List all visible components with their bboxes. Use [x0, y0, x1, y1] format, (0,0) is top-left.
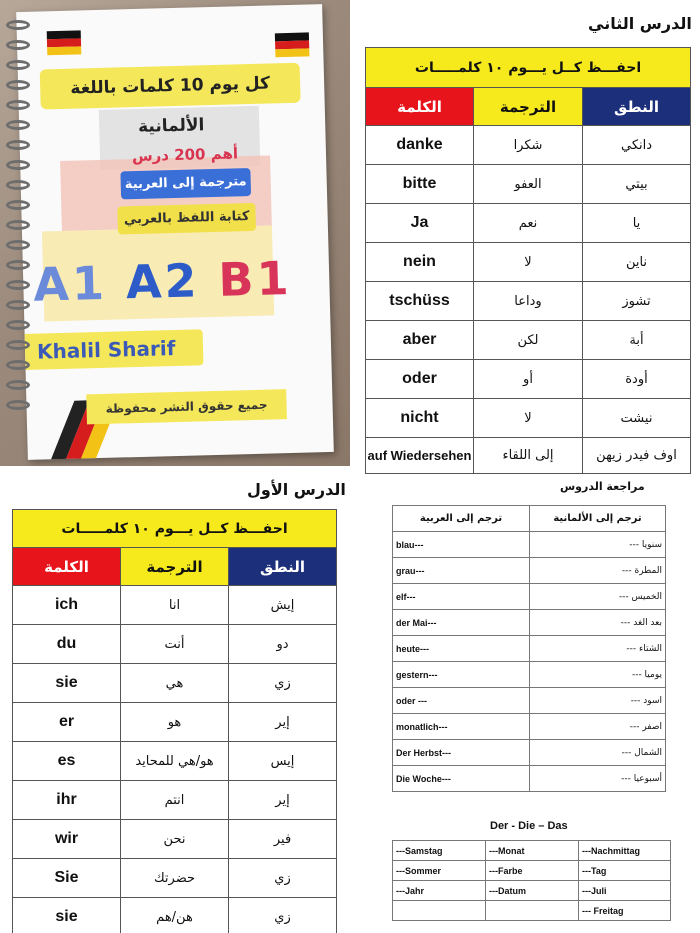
level-b1: B1	[217, 250, 293, 307]
pronunciation: نيشت	[583, 399, 691, 438]
arabic-translation: هو/هي للمحايد	[121, 742, 229, 781]
book-cover-photo	[0, 0, 350, 466]
review-row	[393, 636, 666, 662]
pronunciation: أبة	[583, 321, 691, 360]
german-word: Sie	[13, 859, 121, 898]
pronunciation: إير	[229, 781, 337, 820]
articles-title: Der - Die – Das	[490, 820, 568, 832]
arabic-translation: نعم	[474, 204, 583, 243]
arabic-translation: أو	[474, 360, 583, 399]
lesson1-title: الدرس الأول	[247, 480, 346, 499]
review-arabic-word: الشمال ---	[530, 740, 666, 766]
pronunciation: إيس	[229, 742, 337, 781]
arabic-translation: انتم	[121, 781, 229, 820]
pronunciation: ناين	[583, 243, 691, 282]
german-word: nicht	[366, 399, 474, 438]
review-arabic-word: اصفر ---	[530, 714, 666, 740]
review-arabic-word: بعد الغد ---	[530, 610, 666, 636]
header-word: الكلمة	[366, 88, 474, 126]
review-german-word: heute---	[393, 636, 530, 662]
arabic-translation: هو	[121, 703, 229, 742]
review-row	[393, 558, 666, 584]
arabic-translation: العفو	[474, 165, 583, 204]
review-arabic-word: أسبوعيا ---	[530, 766, 666, 792]
table-row	[366, 399, 691, 438]
review-arabic-word: اسود ---	[530, 688, 666, 714]
german-word: wir	[13, 820, 121, 859]
header-pronunciation: النطق	[229, 548, 337, 586]
review-arabic-word: الخميس ---	[530, 584, 666, 610]
table-row	[13, 586, 337, 625]
review-german-word: monatlich---	[393, 714, 530, 740]
review-german-word: elf---	[393, 584, 530, 610]
header-pronunciation: النطق	[583, 88, 691, 126]
pronunciation: تشوز	[583, 282, 691, 321]
german-word: es	[13, 742, 121, 781]
memorize-banner: احفـــظ كــل يـــوم ١٠ كلمـــــات	[366, 48, 691, 88]
articles-table	[392, 840, 671, 921]
german-word: er	[13, 703, 121, 742]
german-word: du	[13, 625, 121, 664]
table-row	[13, 859, 337, 898]
spiral-binding	[6, 20, 30, 420]
review-row	[393, 688, 666, 714]
table-row	[13, 703, 337, 742]
pronunciation: يا	[583, 204, 691, 243]
pronunciation: بيتي	[583, 165, 691, 204]
level-a2: A2	[125, 253, 201, 310]
arabic-translation: وداعا	[474, 282, 583, 321]
review-title: مراجعة الدروس	[560, 480, 645, 493]
article-item: ---Farbe	[486, 861, 579, 881]
review-german-word: Der Herbst---	[393, 740, 530, 766]
articles-row	[393, 841, 671, 861]
article-item: ---Nachmittag	[579, 841, 671, 861]
german-flag-icon	[275, 32, 310, 57]
table-row	[13, 742, 337, 781]
article-item: --- Freitag	[579, 901, 671, 921]
articles-row	[393, 861, 671, 881]
book-translated-label: مترجمة إلى العربية	[120, 168, 251, 199]
table-row	[13, 781, 337, 820]
review-row	[393, 532, 666, 558]
pronunciation: زي	[229, 898, 337, 933]
pronunciation: فير	[229, 820, 337, 859]
pronunciation: اوف فيدر زيهن	[583, 438, 691, 474]
pronunciation: إيش	[229, 586, 337, 625]
pronunciation: إير	[229, 703, 337, 742]
review-row	[393, 662, 666, 688]
table-row	[366, 360, 691, 399]
table-row	[366, 126, 691, 165]
german-word: tschüss	[366, 282, 474, 321]
review-arabic-word: المطرة ---	[530, 558, 666, 584]
arabic-translation: حضرتك	[121, 859, 229, 898]
german-word: bitte	[366, 165, 474, 204]
header-row	[13, 548, 337, 586]
lesson1-table	[12, 509, 337, 933]
review-header-to-german: ترجم إلى الألمانية	[530, 506, 666, 532]
book-levels	[33, 250, 314, 311]
review-german-word: Die Woche---	[393, 766, 530, 792]
german-word: auf Wiedersehen	[366, 438, 474, 474]
arabic-translation: أنت	[121, 625, 229, 664]
book-title: كل يوم 10 كلمات باللغة الألمانية	[40, 63, 301, 110]
article-item: ---Sommer	[393, 861, 486, 881]
review-german-word: oder ---	[393, 688, 530, 714]
review-arabic-word: يوميا ---	[530, 662, 666, 688]
book-copyright: جميع حقوق النشر محفوظة	[86, 389, 287, 424]
arabic-translation: لا	[474, 243, 583, 282]
table-row	[366, 438, 691, 474]
review-row	[393, 584, 666, 610]
arabic-translation: هي	[121, 664, 229, 703]
german-word: nein	[366, 243, 474, 282]
pronunciation: زي	[229, 859, 337, 898]
pronunciation: دو	[229, 625, 337, 664]
article-item: ---Monat	[486, 841, 579, 861]
review-german-word: blau---	[393, 532, 530, 558]
article-item: ---Jahr	[393, 881, 486, 901]
table-row	[13, 625, 337, 664]
review-german-word: der Mai---	[393, 610, 530, 636]
german-word: sie	[13, 664, 121, 703]
article-item: ---Samstag	[393, 841, 486, 861]
memorize-row	[13, 510, 337, 548]
review-table	[392, 505, 666, 792]
arabic-translation: هن/هم	[121, 898, 229, 933]
book-pronunciation-label: كتابة اللفظ بالعربي	[117, 203, 256, 235]
article-item: ---Juli	[579, 881, 671, 901]
table-row	[13, 664, 337, 703]
lesson2-title: الدرس الثاني	[588, 14, 692, 33]
arabic-translation: لا	[474, 399, 583, 438]
header-translation: الترجمة	[474, 88, 583, 126]
book-cover	[16, 4, 334, 460]
table-row	[366, 204, 691, 243]
review-arabic-word: الشتاء ---	[530, 636, 666, 662]
memorize-row	[366, 48, 691, 88]
header-word: الكلمة	[13, 548, 121, 586]
articles-row	[393, 901, 671, 921]
review-row	[393, 714, 666, 740]
arabic-translation: نحن	[121, 820, 229, 859]
german-word: Ja	[366, 204, 474, 243]
arabic-translation: انا	[121, 586, 229, 625]
table-row	[13, 898, 337, 933]
review-row	[393, 766, 666, 792]
book-author: Khalil Sharif	[19, 329, 204, 370]
table-row	[366, 243, 691, 282]
articles-row	[393, 881, 671, 901]
review-row	[393, 610, 666, 636]
review-header-to-arabic: ترجم إلى العربية	[393, 506, 530, 532]
pronunciation: أودة	[583, 360, 691, 399]
german-word: ich	[13, 586, 121, 625]
header-translation: الترجمة	[121, 548, 229, 586]
table-row	[366, 321, 691, 360]
book-lessons-count: أهم 200 درس	[131, 144, 239, 166]
arabic-translation: إلى اللقاء	[474, 438, 583, 474]
article-item	[393, 901, 486, 921]
german-word: danke	[366, 126, 474, 165]
header-row	[366, 88, 691, 126]
arabic-translation: شكرا	[474, 126, 583, 165]
article-item	[486, 901, 579, 921]
table-row	[13, 820, 337, 859]
german-word: sie	[13, 898, 121, 933]
table-row	[366, 282, 691, 321]
level-a1: A1	[32, 255, 108, 312]
memorize-banner: احفـــظ كــل يـــوم ١٠ كلمـــــات	[13, 510, 337, 548]
review-german-word: gestern---	[393, 662, 530, 688]
arabic-translation: لكن	[474, 321, 583, 360]
german-word: aber	[366, 321, 474, 360]
review-german-word: grau---	[393, 558, 530, 584]
pronunciation: دانكي	[583, 126, 691, 165]
german-flag-icon	[47, 30, 82, 55]
german-word: oder	[366, 360, 474, 399]
article-item: ---Tag	[579, 861, 671, 881]
review-header-row	[393, 506, 666, 532]
lesson2-table	[365, 47, 691, 474]
article-item: ---Datum	[486, 881, 579, 901]
german-word: ihr	[13, 781, 121, 820]
review-arabic-word: سنويا ---	[530, 532, 666, 558]
review-row	[393, 740, 666, 766]
pronunciation: زي	[229, 664, 337, 703]
table-row	[366, 165, 691, 204]
